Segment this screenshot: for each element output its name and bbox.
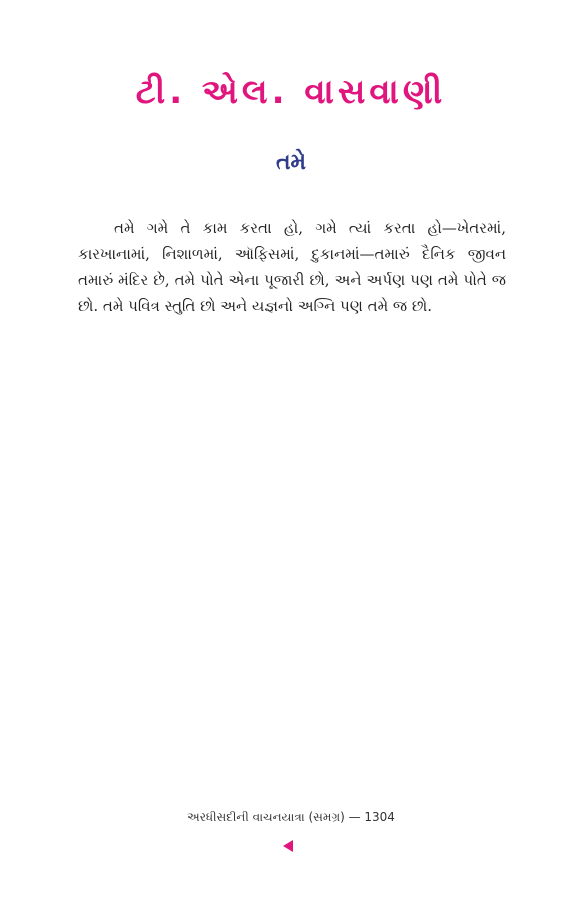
left-arrow-icon[interactable] — [283, 840, 293, 852]
author-name: ટી. એલ. વાસવાણી — [135, 72, 447, 112]
footer-page-number: અરધીસદીની વાચનયાત્રા (સમગ્ર) — 1304 — [187, 810, 395, 824]
body-paragraph: તમે ગમે તે કામ કરતા હો, ગમે ત્યાં કરતા હો—ખેતરમાં, કારખાનામાં, નિશાળમાં, ઑફિસમાં, દુકાનમાં—તમારું દૈનિક જીવન તમારું મંદિર છે, તમે પોતે એના પૂજારી છો, અને અર્પણ પણ તમે પોતે જ છો. તમે પવિત્ર સ્તુતિ છો અને યજ્ઞનો અગ્નિ પણ તમે જ છો. — [78, 219, 506, 315]
piece-title: તમે — [275, 150, 307, 175]
